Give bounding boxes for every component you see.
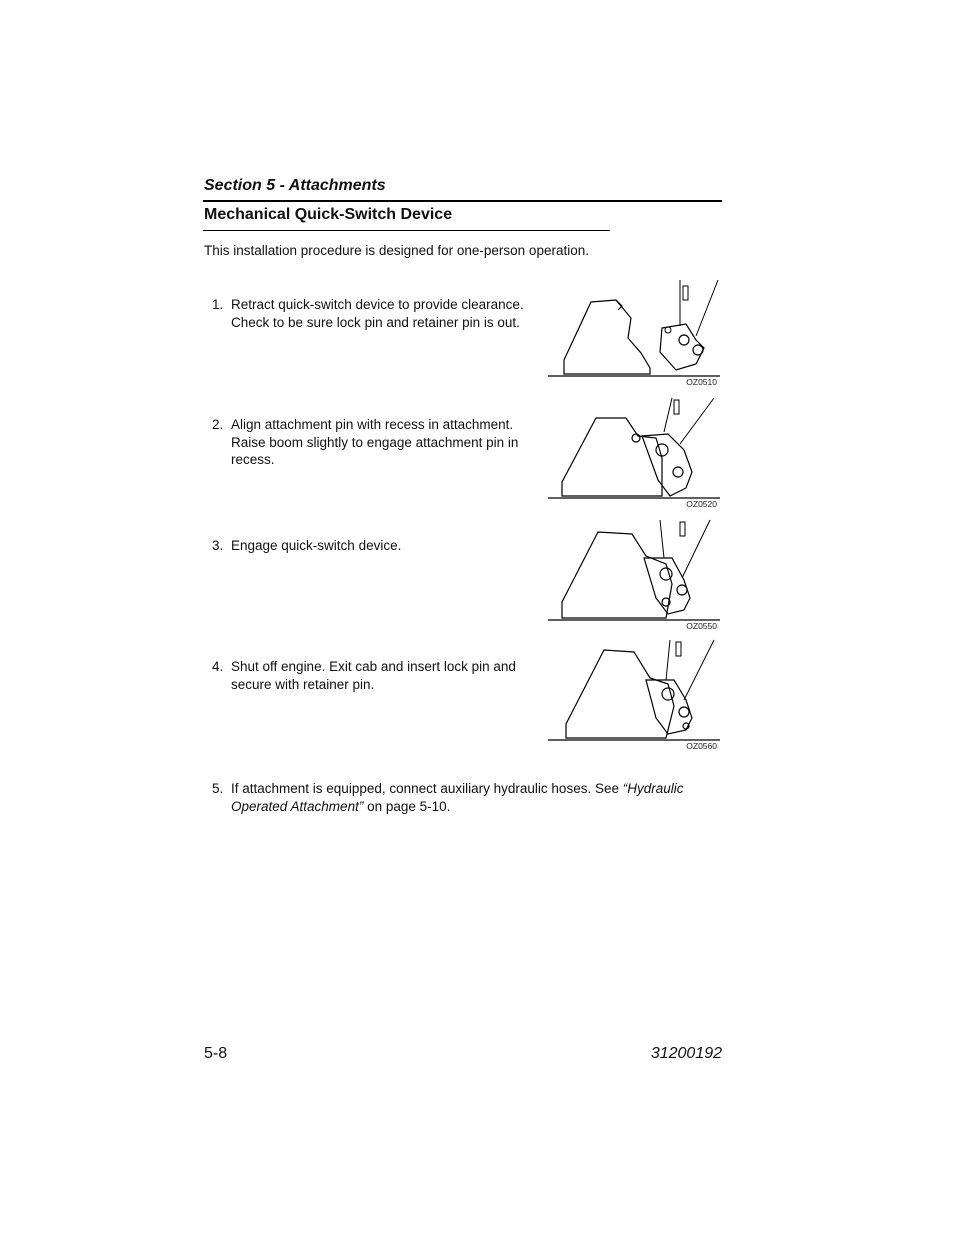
page-number: 5-8 xyxy=(204,1045,228,1062)
figure-step-4 xyxy=(546,638,722,754)
title-rule xyxy=(203,230,610,231)
step-text: If attachment is equipped, connect auxiliary hydraulic hoses. See “Hydraulic Operated Attachment” on page 5-10. xyxy=(231,781,684,814)
figure-step-2 xyxy=(546,396,722,512)
figure-code: OZ0520 xyxy=(686,499,717,509)
step-number: 5. xyxy=(212,781,224,796)
step-text: Align attachment pin with recess in attachment. Raise boom slightly to engage attachment pin in recess. xyxy=(231,417,519,467)
step-number: 1. xyxy=(212,297,224,312)
figure-step-3 xyxy=(546,518,722,634)
bucket-illustration xyxy=(546,396,722,500)
page-title: Mechanical Quick-Switch Device xyxy=(204,206,453,223)
figure-code: OZ0550 xyxy=(686,621,717,631)
figure-code: OZ0510 xyxy=(686,377,717,387)
step-number: 3. xyxy=(212,538,224,553)
step-text: Engage quick-switch device. xyxy=(231,538,402,553)
step-number: 2. xyxy=(212,417,224,432)
step-text: Shut off engine. Exit cab and insert lock pin and secure with retainer pin. xyxy=(231,659,516,692)
figure-code: OZ0560 xyxy=(686,741,717,751)
section-title: Section 5 - Attachments xyxy=(204,177,386,194)
bucket-illustration xyxy=(546,278,722,378)
bucket-illustration xyxy=(546,518,722,622)
cross-reference-link[interactable]: “Hydraulic Operated Attachment” xyxy=(231,781,684,814)
step-text: Retract quick-switch device to provide clearance. Check to be sure lock pin and retainer pin is out. xyxy=(231,297,524,330)
intro-text: This installation procedure is designed for one-person operation. xyxy=(204,243,589,258)
header-rule xyxy=(203,200,722,202)
bucket-illustration xyxy=(546,638,722,742)
step-number: 4. xyxy=(212,659,224,674)
document-number: 31200192 xyxy=(650,1045,722,1062)
figure-step-1 xyxy=(546,278,722,390)
